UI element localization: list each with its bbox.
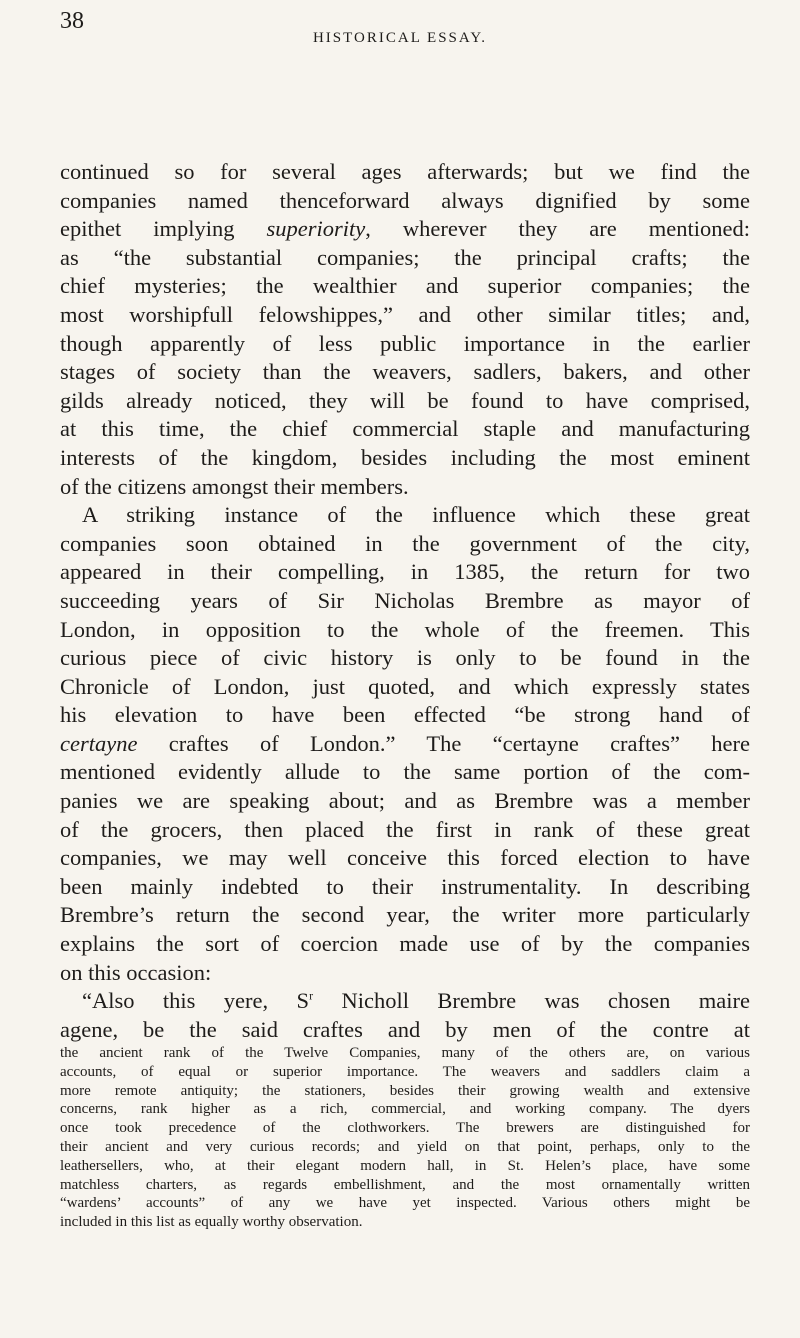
text-line: companies soon obtained in the government of the city, bbox=[60, 530, 750, 556]
footnote-line: leathersellers, who, at their elegant modern hall, in St. Helen’s place, have some bbox=[60, 1157, 750, 1174]
text-line: London, in opposition to the whole of the freemen. This bbox=[60, 616, 750, 642]
footnote-line: once took precedence of the clothworkers. The brewers are distinguished for bbox=[60, 1120, 750, 1137]
footnote-line: the ancient rank of the Twelve Companies, many of the others are, on various bbox=[60, 1045, 750, 1061]
text-line: stages of society than the weavers, sadlers, bakers, and other bbox=[60, 359, 750, 385]
footnote-line: concerns, rank higher as a rich, commercial, and working company. The dyers bbox=[60, 1101, 750, 1118]
text-line: epithet implying superiority, wherever they are mentioned: bbox=[60, 216, 750, 242]
text-line: certayne craftes of London.” The “certayne craftes” here bbox=[60, 730, 750, 756]
text-line: on this occasion: bbox=[60, 959, 212, 985]
main-text bbox=[60, 158, 750, 1044]
page-number: 38 bbox=[60, 8, 84, 34]
footnote bbox=[60, 1044, 750, 1232]
text-line: appeared in their compelling, in 1385, the return for two bbox=[60, 559, 750, 585]
text-line: of the citizens amongst their members. bbox=[60, 473, 409, 499]
footnote-line: accounts, of equal or superior importance. The weavers and saddlers claim a bbox=[60, 1063, 750, 1080]
text-line: companies named thenceforward always dignified by some bbox=[60, 187, 750, 213]
text-line: mentioned evidently allude to the same portion of the com- bbox=[60, 759, 750, 785]
text-line: at this time, the chief commercial staple and manufacturing bbox=[60, 416, 750, 442]
text-line: “Also this yere, $S^r$ Nicholl Brembre was chosen maire bbox=[82, 988, 750, 1014]
text-line: interests of the kingdom, besides including the most eminent bbox=[60, 444, 750, 470]
footnote-line: matchless charters, as regards embellishment, and the most ornamentally written bbox=[60, 1176, 750, 1193]
text-line: continued so for several ages afterwards; but we find the bbox=[60, 159, 750, 184]
text-line: most worshipfull felowshippes,” and other similar titles; and, bbox=[60, 301, 750, 327]
text-line: A striking instance of the influence which these great bbox=[82, 502, 750, 528]
text-line: explains the sort of coercion made use of by the companies bbox=[60, 931, 750, 957]
text-line: gilds already noticed, they will be found to have comprised, bbox=[60, 387, 750, 413]
text-line: though apparently of less public importance in the earlier bbox=[60, 330, 750, 356]
text-line: Chronicle of London, just quoted, and which expressly states bbox=[60, 673, 750, 699]
footnote-line: their ancient and very curious records; and yield on that point, perhaps, only to the bbox=[60, 1138, 750, 1155]
text-line: panies we are speaking about; and as Brembre was a member bbox=[60, 788, 750, 814]
text-line: chief mysteries; the wealthier and superior companies; the bbox=[60, 273, 750, 299]
text-line: companies, we may well conceive this forced election to have bbox=[60, 845, 750, 871]
text-line: agene, be the said craftes and by men of the contre at bbox=[60, 1016, 750, 1042]
text-line: of the grocers, then placed the first in rank of these great bbox=[60, 816, 750, 842]
text-line: curious piece of civic history is only to be found in the bbox=[60, 645, 750, 671]
text-line: his elevation to have been effected “be strong hand of bbox=[60, 702, 750, 728]
text-line: succeeding years of Sir Nicholas Brembre as mayor of bbox=[60, 587, 750, 613]
text-line: Brembre’s return the second year, the writer more particularly bbox=[60, 902, 750, 928]
footnote-line: more remote antiquity; the stationers, besides their growing wealth and extensive bbox=[60, 1082, 750, 1099]
text-line: as “the substantial companies; the principal crafts; the bbox=[60, 244, 750, 270]
text-line: been mainly indebted to their instrumentality. In describing bbox=[60, 873, 750, 899]
running-head: HISTORICAL ESSAY. bbox=[312, 30, 488, 46]
footnote-line: “wardens’ accounts” of any we have yet inspected. Various others might be bbox=[60, 1195, 750, 1212]
footnote-line: included in this list as equally worthy observation. bbox=[60, 1214, 363, 1231]
